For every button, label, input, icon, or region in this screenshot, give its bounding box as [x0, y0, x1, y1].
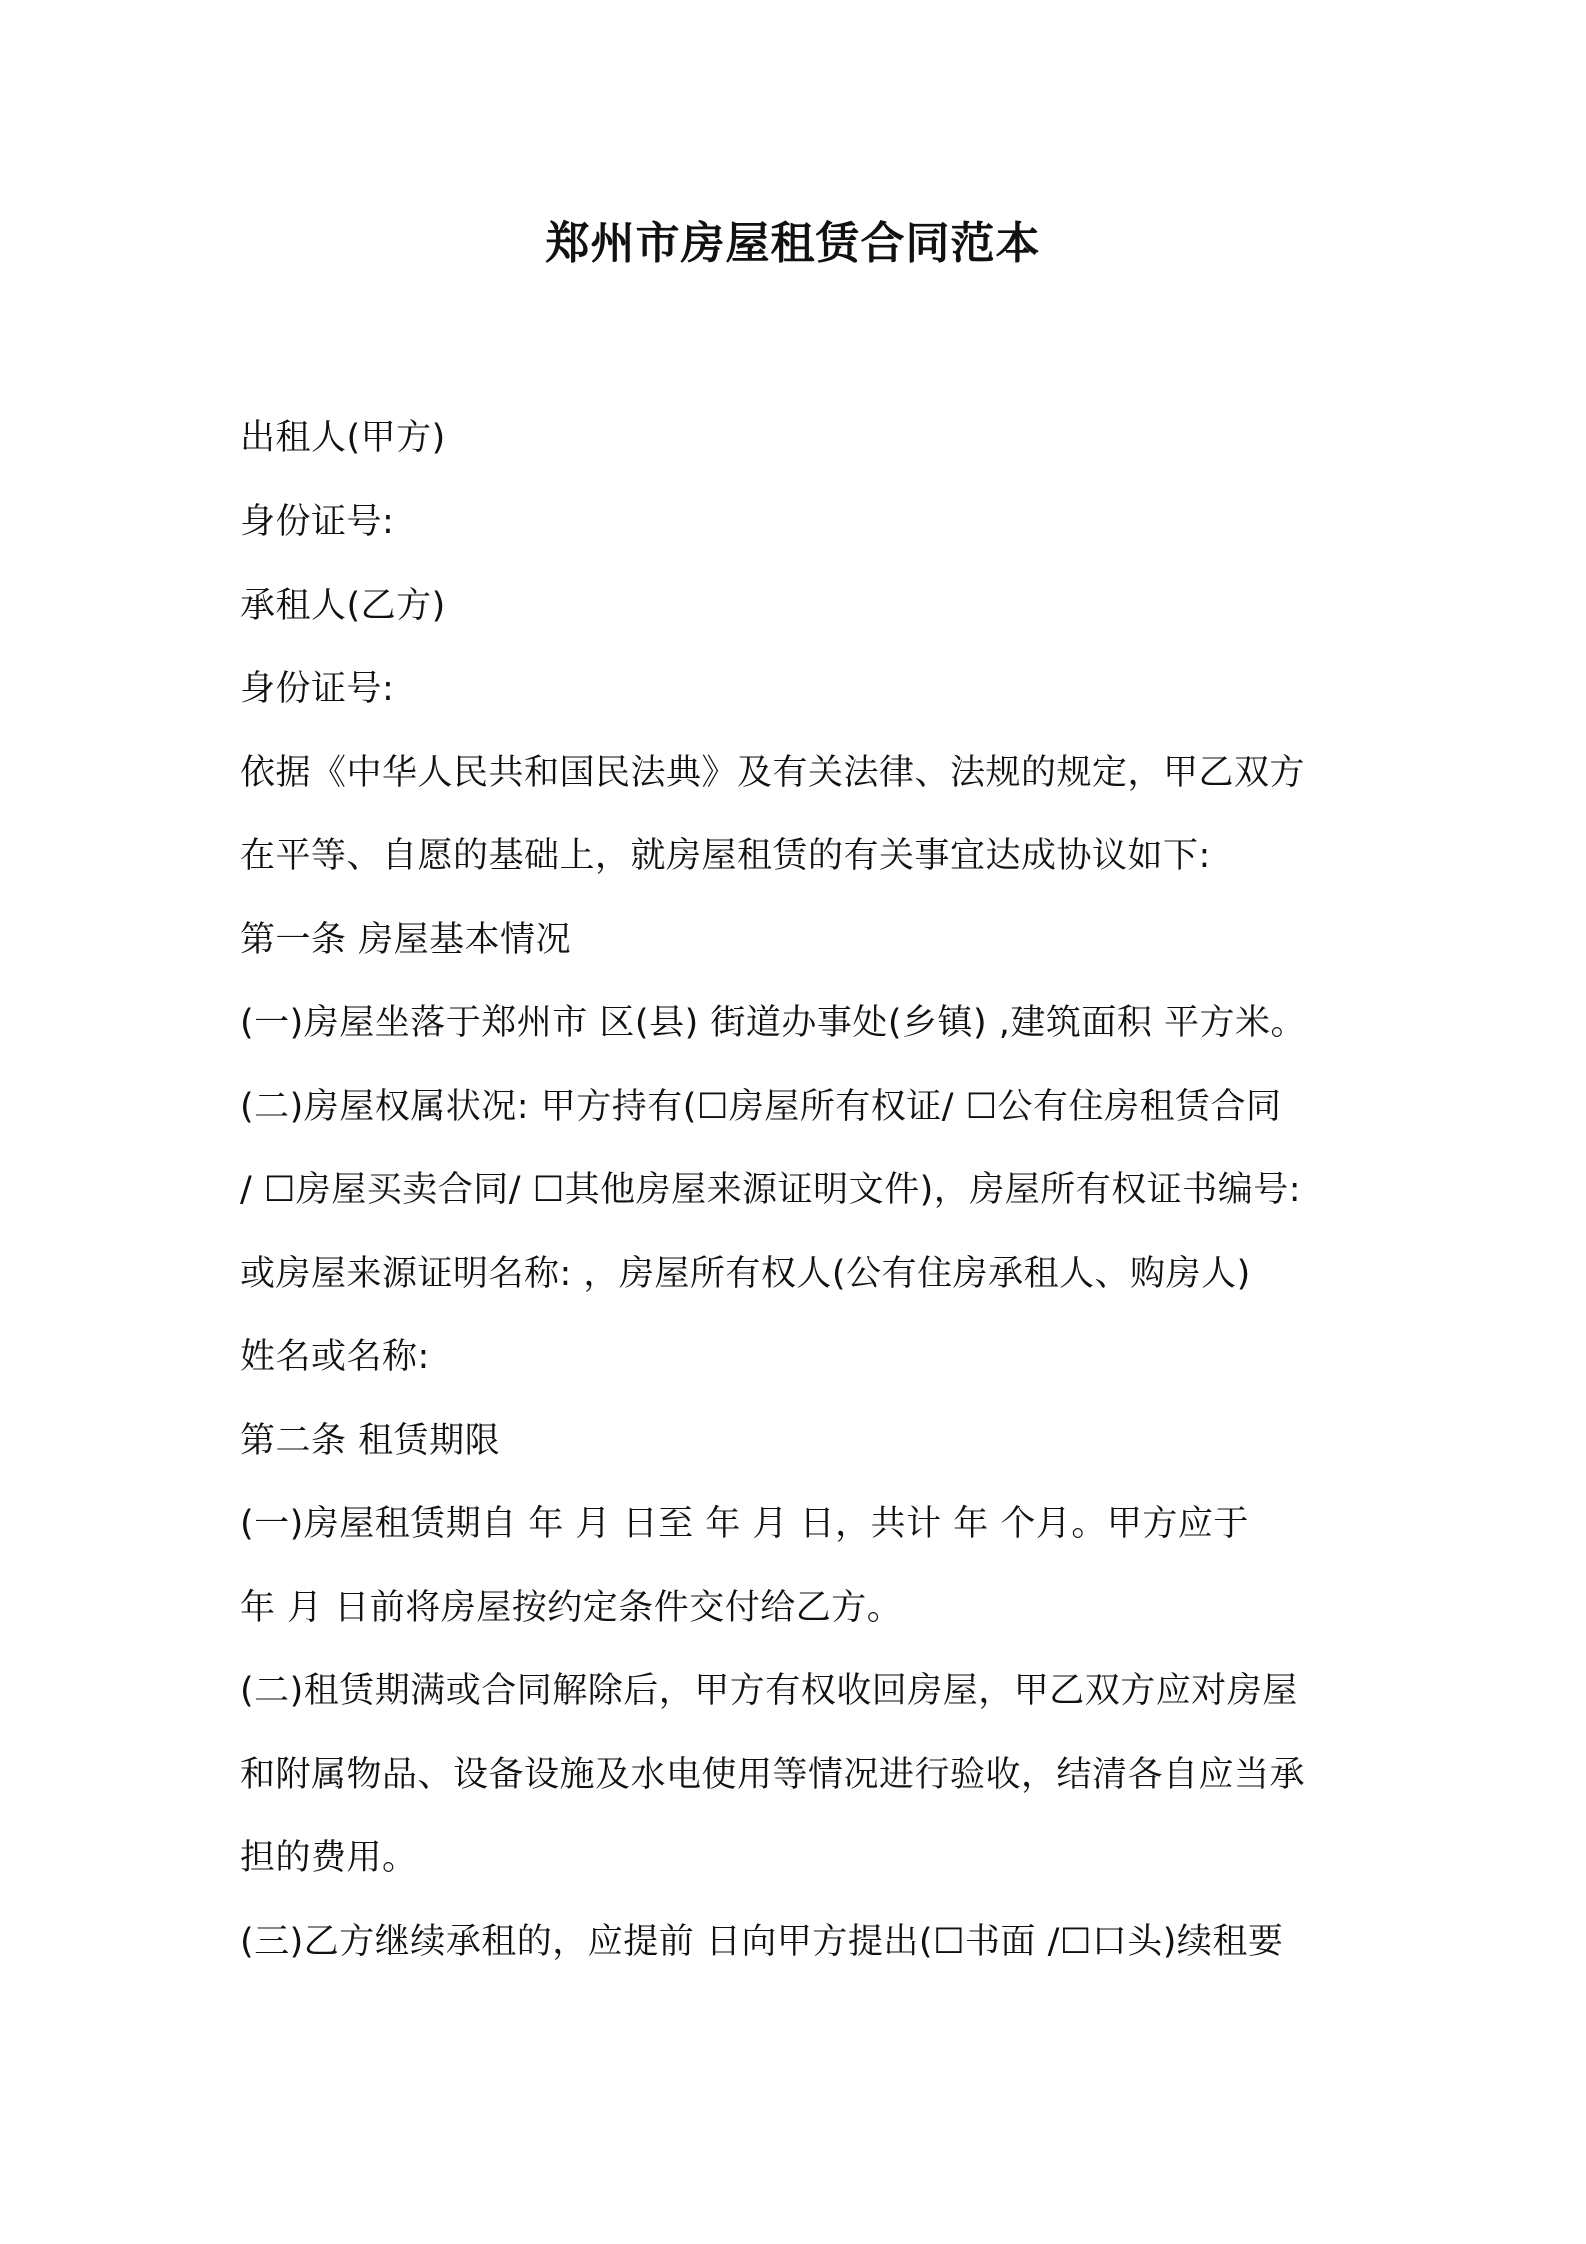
article-2-clause-3-line-1: (三)乙方继续承租的，应提前 日向甲方提出(☐书面 /☐口头)续租要 — [240, 1922, 1284, 1962]
article-1-clause-1: (一)房屋坐落于郑州市 区(县) 街道办事处(乡镇) ,建筑面积 平方米。 — [240, 1003, 1307, 1043]
article-2-heading: 第二条 租赁期限 — [240, 1421, 501, 1461]
article-1-heading: 第一条 房屋基本情况 — [240, 920, 572, 960]
article-2-clause-2-line-1: (二)租赁期满或合同解除后，甲方有权收回房屋，甲乙双方应对房屋 — [240, 1671, 1298, 1711]
document-title: 郑州市房屋租赁合同范本 — [545, 218, 1041, 269]
lessee-line: 承租人(乙方) — [240, 586, 446, 626]
lessor-line: 出租人(甲方) — [240, 418, 446, 458]
article-2-clause-1-line-1: (一)房屋租赁期自 年 月 日至 年 月 日，共计 年 个月。甲方应于 — [240, 1504, 1249, 1544]
lessor-id-line: 身份证号: — [240, 502, 395, 542]
article-1-clause-2-line-3: 或房屋来源证明名称: ，房屋所有权人(公有住房承租人、购房人) — [240, 1254, 1251, 1294]
preamble-line-1: 依据《中华人民共和国民法典》及有关法律、法规的规定，甲乙双方 — [240, 753, 1306, 793]
article-1-clause-2-line-1: (二)房屋权属状况: 甲方持有(☐房屋所有权证/ ☐公有住房租赁合同 — [240, 1087, 1282, 1127]
article-2-clause-1-line-2: 年 月 日前将房屋按约定条件交付给乙方。 — [240, 1588, 903, 1628]
article-2-clause-2-line-3: 担的费用。 — [240, 1838, 418, 1878]
preamble-line-2: 在平等、自愿的基础上，就房屋租赁的有关事宜达成协议如下: — [240, 836, 1211, 876]
article-2-clause-2-line-2: 和附属物品、设备设施及水电使用等情况进行验收，结清各自应当承 — [240, 1755, 1306, 1795]
lessee-id-line: 身份证号: — [240, 669, 395, 709]
article-1-clause-2-line-4: 姓名或名称: — [240, 1337, 430, 1377]
article-1-clause-2-line-2: / ☐房屋买卖合同/ ☐其他房屋来源证明文件)，房屋所有权证书编号: — [240, 1170, 1302, 1210]
